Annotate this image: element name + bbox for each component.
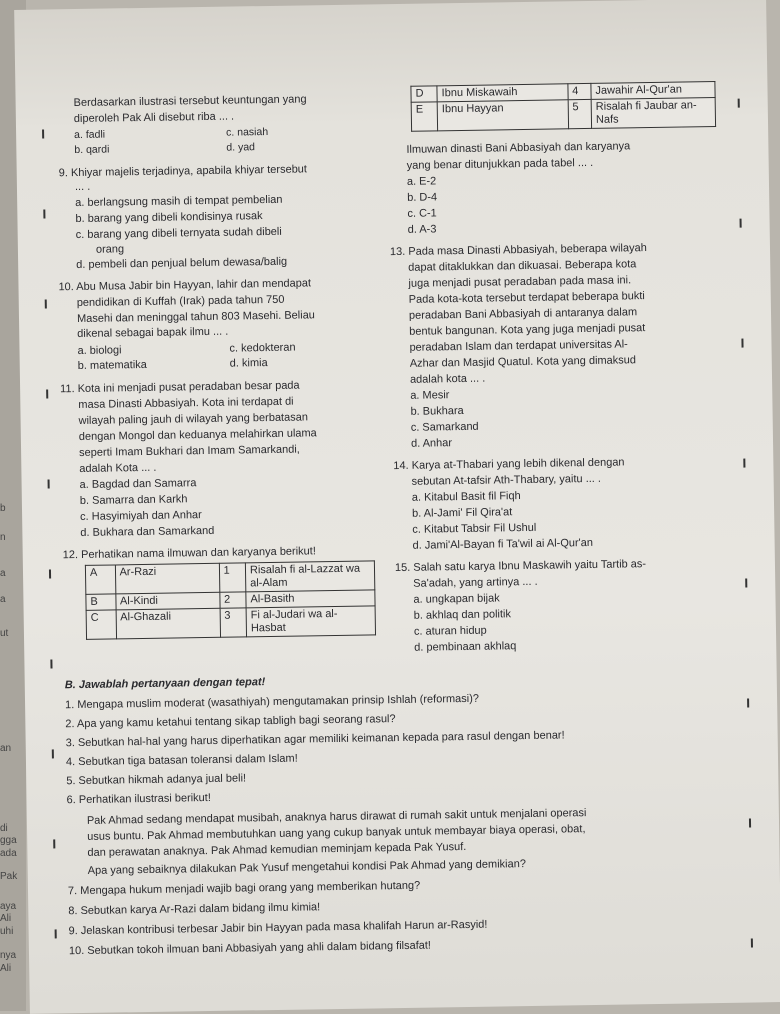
table-cell: 2 (219, 592, 246, 608)
q13-stem-line: adalah kota ... . (409, 372, 486, 386)
q15-option-b: b. akhlaq dan politik (413, 608, 512, 622)
essay-q9: 9. Jelaskan kontribusi terbesar Jabir bin Hayyan pada masa khalifah Harun ar-Rasyid! (68, 918, 488, 938)
q10-stem-line: 10. Abu Musa Jabir bin Hayyan, lahir dan mendapat (58, 277, 312, 294)
edge-mark: nya (0, 950, 17, 961)
table-cell: Fi al-Judari wa al-Hasbat (246, 606, 375, 637)
q13-stem-line: dapat ditaklukkan dan dikuasai. Beberapa kota (408, 258, 637, 274)
edge-mark: aya (0, 901, 17, 912)
q14-option-b: b. Al-Jami' Fil Qira'at (412, 506, 513, 520)
q14-option-d: d. Jami'Al-Bayan fi Ta'wil ai Al-Qur'an (412, 536, 594, 552)
q12-question-line: Ilmuwan dinasti Bani Abbasiyah dan karyanya (406, 140, 631, 156)
q10-stem-line: Masehi dan meninggal tahun 803 Masehi. Beliau (76, 309, 315, 326)
essay-q1: 1. Mengapa muslim moderat (wasathiyah) mengutamakan prinsip Ishlah (reformasi)? (64, 692, 480, 712)
essay-q6-story: usus buntu. Pak Ahmad membutuhkan uang yang cukup banyak untuk membayar biaya operasi, obat, (87, 823, 586, 843)
q13-option-d: d. Anhar (410, 437, 453, 450)
essay-q7: 7. Mengapa hukum menjadi wajib bagi orang yang memberikan hutang? (67, 879, 421, 898)
q9-option-c-cont: orang (95, 243, 125, 256)
edge-mark: b (0, 503, 6, 514)
table-cell: Al-Ghazali (116, 608, 221, 639)
q10-stem-line: pendidikan di Kuffah (Irak) pada tahun 750 (76, 293, 285, 310)
table-cell: A (85, 565, 115, 594)
table-cell: Risalah fi Jaubar an-Nafs (591, 97, 715, 128)
table-cell: E (411, 102, 438, 131)
table-row (86, 606, 375, 640)
spine-marks (14, 0, 766, 10)
q13-option-a: a. Mesir (410, 389, 450, 402)
q11-stem-line: wilayah paling jauh di wilayah yang berbatasan (78, 411, 309, 428)
q13-option-c: c. Samarkand (410, 420, 479, 434)
q9-option-d: d. pembeli dan penjual belum dewasa/balig (76, 255, 288, 272)
q11-stem-line: 11. Kota ini menjadi pusat peradaban besar pada (60, 379, 300, 396)
edge-mark: di (0, 823, 8, 834)
q8-option-a: a. fadli (74, 128, 106, 142)
q14-stem-line: sebutan At-tafsir Ath-Thabary, yaitu ... . (411, 472, 602, 488)
edge-mark: a (0, 568, 6, 579)
edge-mark: n (0, 532, 6, 543)
edge-mark: ut (0, 628, 9, 639)
q9-option-a: a. berlangsung masih di tempat pembelian (75, 193, 283, 210)
q8-option-d: d. yad (226, 141, 256, 154)
table-cell: 5 (568, 99, 592, 128)
q8-option-b: b. qardi (74, 143, 110, 157)
worksheet-page (14, 0, 780, 1014)
q11-option-d: d. Bukhara dan Samarkand (80, 524, 215, 539)
table-cell: Ibnu Hayyan (437, 100, 568, 131)
q11-stem-line: adalah Kota ... . (79, 461, 157, 475)
table-cell: 4 (568, 83, 592, 99)
q13-stem-line: Pada kota-kota tersebut terdapat beberapa bukti (408, 290, 645, 306)
edge-mark: an (0, 743, 12, 754)
q14-option-a: a. Kitabul Basit fil Fiqh (411, 490, 521, 504)
table-cell: Ar-Razi (115, 563, 220, 594)
q15-stem-line: Sa'adah, yang artinya ... . (413, 575, 538, 590)
q15-option-a: a. ungkapan bijak (413, 592, 500, 606)
table-cell: B (86, 594, 116, 610)
q15-stem-line: 15. Salah satu karya Ibnu Maskawih yaitu Tartib as- (394, 558, 647, 575)
q12-option-d: d. A-3 (407, 223, 437, 236)
q8-option-c: c. nasiah (226, 125, 269, 139)
q8-stem-line: Berdasarkan ilustrasi tersebut keuntungan yang (73, 93, 307, 110)
essay-q5: 5. Sebutkan hikmah adanya jual beli! (66, 772, 247, 788)
q13-stem-line: 13. Pada masa Dinasti Abbasiyah, beberapa wilayah (389, 242, 647, 259)
edge-mark: Ali (0, 963, 12, 974)
q9-option-b: b. barang yang dibeli kondisinya rusak (75, 210, 263, 226)
q13-stem-line: bentuk bangunan. Kota yang juga menjadi pusat (409, 322, 646, 338)
q11-option-b: b. Samarra dan Karkh (79, 493, 188, 507)
table-cell: Al-Basith (246, 590, 375, 608)
q11-stem-line: dengan Mongol dan keduanya melahirkan ulama (78, 427, 317, 444)
q14-stem-line: 14. Karya at-Thabari yang lebih dikenal dengan (393, 456, 625, 473)
q11-stem-line: seperti Imam Bukhari dan Imam Samarkandi, (79, 443, 300, 460)
q8-stem-line: diperoleh Pak Ali disebut riba ... . (73, 110, 235, 126)
q12-option-a: a. E-2 (406, 175, 437, 188)
q12-option-c: c. C-1 (407, 207, 437, 220)
q12-stem: 12. Perhatikan nama ilmuwan dan karyanya berikut! (62, 545, 316, 562)
q10-option-b: b. matematika (77, 358, 147, 373)
q12-option-b: b. D-4 (407, 191, 438, 204)
q13-stem-line: juga menjadi pusat peradaban pada masa ini. (408, 274, 632, 290)
q11-stem-line: masa Dinasti Abbasiyah. Kota ini terdapat di (78, 395, 294, 412)
edge-mark: ada (0, 848, 17, 859)
essay-q3: 3. Sebutkan hal-hal yang harus diperhatikan agar memiliki keimanan kepada para rasul dengan benar! (65, 729, 565, 750)
q13-option-b: b. Bukhara (410, 404, 464, 418)
edge-mark: gga (0, 835, 17, 846)
table-cell: 1 (219, 563, 246, 592)
q10-option-a: a. biologi (77, 344, 122, 358)
essay-q6-question: Apa yang sebaiknya dilakukan Pak Yusuf mengetahui kondisi Pak Ahmad yang demikian? (87, 858, 526, 877)
q15-option-c: c. aturan hidup (413, 624, 487, 638)
q10-option-c: c. kedokteran (229, 341, 296, 355)
q13-stem-line: peradaban Islam dan terdapat universitas Al- (409, 338, 628, 354)
q9-option-c: c. barang yang dibeli ternyata sudah dibeli (75, 225, 282, 242)
table-cell: D (411, 86, 437, 102)
q12-question-line: yang benar ditunjukkan pada tabel ... . (406, 156, 594, 172)
edge-mark: Pak (0, 871, 18, 882)
q14-option-c: c. Kitabut Tabsir Fil Ushul (412, 521, 537, 536)
q10-option-d: d. kimia (229, 357, 268, 370)
essay-q6-story: dan perawatan anaknya. Pak Ahmad kemudian meminjam kepada Pak Yusuf. (87, 840, 467, 859)
table-row (411, 97, 715, 131)
table-cell: C (86, 610, 116, 639)
q15-option-d: d. pembinaan akhlaq (414, 640, 517, 654)
essay-q8: 8. Sebutkan karya Ar-Razi dalam bidang ilmu kimia! (68, 901, 321, 918)
table-cell: Jawahir Al-Qur'an (591, 81, 715, 99)
q10-stem-line: dikenal sebagai bapak ilmu ... . (77, 325, 229, 341)
edge-mark: Ali (0, 913, 12, 924)
table-cell: Al-Kindi (115, 592, 219, 610)
essay-q6: 6. Perhatikan ilustrasi berikut! (66, 791, 211, 807)
q13-stem-line: Azhar dan Masjid Quatul. Kota yang dimaksud (409, 354, 637, 370)
edge-mark: uhi (0, 926, 14, 937)
essay-q2: 2. Apa yang kamu ketahui tentang sikap tabligh bagi seorang rasul? (65, 713, 396, 731)
essay-q10: 10. Sebutkan tokoh ilmuan bani Abbasiyah yang ahli dalam bidang filsafat! (68, 939, 432, 958)
table-row (85, 561, 374, 595)
section-b-title: B. Jawablah pertanyaan dengan tepat! (64, 676, 266, 692)
table-cell: Ibnu Miskawaih (437, 84, 568, 102)
q12-scientist-table (85, 560, 376, 640)
essay-q6-story: Pak Ahmad sedang mendapat musibah, anaknya harus dirawat di rumah sakit untuk menjalani operasi (86, 807, 587, 827)
q9-stem-line: ... . (74, 180, 91, 194)
q11-option-a: a. Bagdad dan Samarra (79, 477, 197, 491)
table-cell: Risalah fi al-Lazzat wa al-Alam (245, 561, 374, 592)
q13-stem-line: peradaban Bani Abbasiyah di antaranya dalam (408, 306, 638, 322)
edge-mark: a (0, 594, 6, 605)
q9-stem-line: 9. Khiyar majelis terjadinya, apabila khiyar tersebut (58, 163, 308, 180)
top-scientist-table (410, 81, 716, 132)
q11-option-c: c. Hasyimiyah dan Anhar (80, 509, 202, 523)
essay-q4: 4. Sebutkan tiga batasan toleransi dalam Islam! (65, 752, 298, 769)
table-cell: 3 (220, 608, 247, 637)
